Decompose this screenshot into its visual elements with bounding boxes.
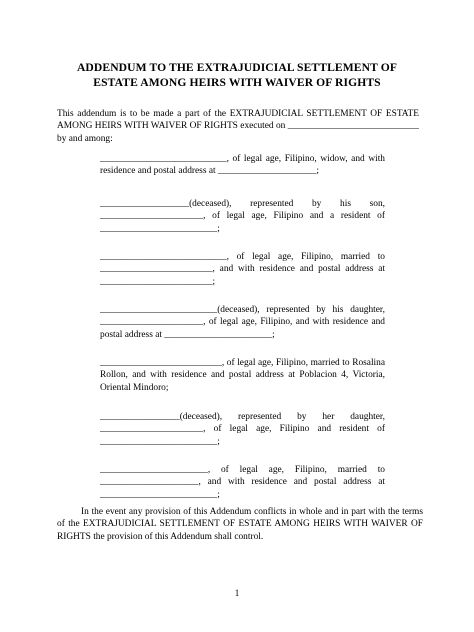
closing-paragraph: In the event any provision of this Addendum conflicts in whole and in part with the terms of the EXTRAJUDICIAL SETTLEMENT OF ESTATE AMONG HEIRS WITH WAIVER OF RIGHTS the provision of this Addendum shall control. [57,507,423,542]
document-title: ADDENDUM TO THE EXTRAJUDICIAL SETTLEMENT OF ESTATE AMONG HEIRS WITH WAIVER OF RIGHTS [76,61,398,89]
intro-paragraph: This addendum is to be made a part of the EXTRAJUDICIAL SETTLEMENT OF ESTATE AMONG HEIRS WITH WAIVER OF RIGHTS executed on ____________________________ by and among: [57,109,419,144]
party-entry-6: _________________(deceased), represented by her daughter, ______________________, of legal age, Filipino and resident of _________________________; [100,412,385,447]
party-entry-7: _______________________, of legal age, Filipino, married to _____________________, and with residence and postal address at _________________________; [100,465,385,500]
party-entry-2: ___________________(deceased), represented by his son, ______________________, of legal age, Filipino and a resident of _________________________; [100,199,385,234]
page-number: 1 [234,588,240,598]
party-entry-4: _________________________(deceased), represented by his daughter, ______________________, of legal age, Filipino, and with residence and postal address at _______________________; [100,305,385,340]
party-entry-3: ___________________________, of legal age, Filipino, married to ________________________, and with residence and postal address at ________________________; [100,252,385,287]
party-entry-1: ___________________________, of legal age, Filipino, widow, and with residence and postal address at _____________________; [100,154,385,177]
party-entry-5: __________________________, of legal age, Filipino, married to Rosalina Rollon, and with residence and postal address at Poblacion 4, Victoria, Oriental Mindoro; [100,358,385,393]
